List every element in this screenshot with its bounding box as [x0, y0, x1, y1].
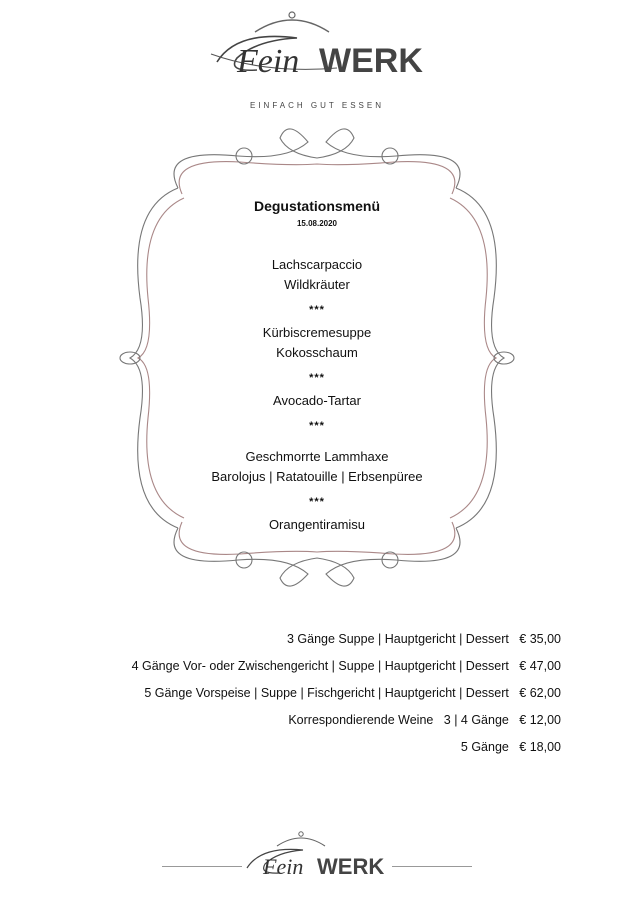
cloche-logo-icon — [197, 10, 437, 82]
course-line: Kürbiscremesuppe — [262, 325, 372, 340]
price-list — [0, 626, 561, 761]
brand-bold: WERK — [319, 42, 423, 80]
brand-script: Fein — [237, 43, 300, 80]
price-row: Korrespondierende Weine 3 | 4 Gänge € 12,00 — [288, 713, 561, 727]
menu-card — [120, 196, 514, 535]
course-3 — [120, 391, 514, 411]
price-row: 5 Gänge Vorspeise | Suppe | Fischgericht | Hauptgericht | Dessert € 62,00 — [144, 686, 561, 700]
course-4 — [120, 447, 514, 487]
course-separator: *** — [309, 420, 325, 432]
cloche-logo-icon — [237, 830, 397, 880]
footer-brand-script: Fein — [263, 854, 304, 879]
menu-title: Degustationsmenü — [253, 198, 380, 214]
price-row: 3 Gänge Suppe | Hauptgericht | Dessert € 35,00 — [286, 632, 561, 646]
course-separator: *** — [309, 496, 325, 508]
course-line: Lachscarpaccio — [271, 257, 363, 272]
menu-date: 15.08.2020 — [296, 219, 338, 228]
course-line: Avocado-Tartar — [273, 393, 361, 408]
brand-logo — [0, 10, 634, 80]
course-separator: *** — [309, 372, 325, 384]
course-separator: *** — [309, 304, 325, 316]
course-line: Kokosschaum — [276, 345, 358, 360]
course-2 — [120, 323, 514, 363]
course-line: Wildkräuter — [284, 277, 350, 292]
course-line: Geschmorrte Lammhaxe — [245, 449, 389, 464]
course-line: Barolojus | Ratatouille | Erbsenpüree — [211, 469, 423, 484]
tagline: EINFACH GUT ESSEN — [250, 101, 384, 110]
course-line: Orangentiramisu — [268, 517, 366, 532]
course-1 — [120, 255, 514, 295]
course-5 — [120, 515, 514, 535]
price-row: 5 Gänge € 18,00 — [460, 740, 561, 754]
price-row: 4 Gänge Vor- oder Zwischengericht | Suppe | Hauptgericht | Dessert € 47,00 — [131, 659, 561, 673]
footer-logo — [0, 830, 634, 880]
footer-brand-bold: WERK — [317, 854, 385, 879]
